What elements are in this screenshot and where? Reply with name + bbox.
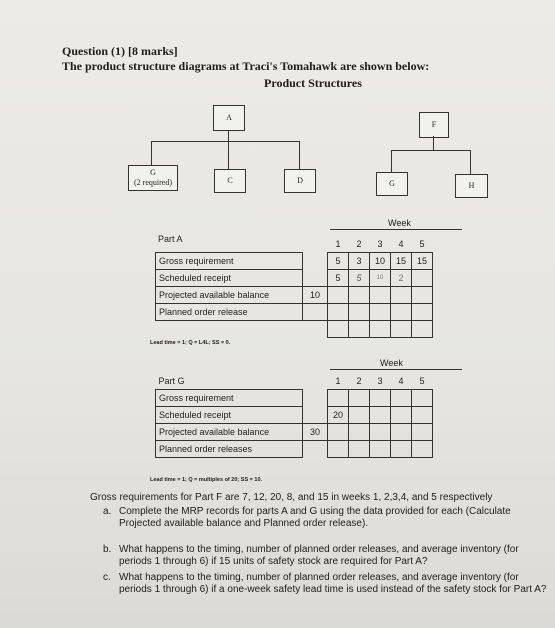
table-row	[156, 236, 433, 253]
row-label: Scheduled receipt	[156, 270, 303, 287]
week-header: 2	[356, 376, 362, 386]
cell: 15	[412, 253, 433, 270]
table-row	[156, 441, 433, 458]
week-header: 2	[356, 239, 362, 249]
week-header: 1	[335, 376, 341, 386]
question-c-marker: c.	[103, 572, 111, 583]
cell: 5	[349, 270, 370, 287]
connector	[151, 141, 152, 165]
question-heading: Question (1) [8 marks]	[62, 44, 178, 58]
row-label: Projected available balance	[156, 424, 303, 441]
row-label: Projected available balance	[156, 287, 303, 304]
table-row	[156, 424, 433, 441]
item-g2-box	[376, 172, 408, 196]
question-b-text: What happens to the timing, number of planned order releases, and average inventory (for periods 1 through 6) if 15 units of safety stock are required for Part A?	[119, 544, 519, 567]
table-row	[156, 304, 433, 321]
initial-value: 10	[303, 287, 328, 304]
row-label: Planned order releases	[156, 441, 303, 458]
row-label: Gross requirement	[156, 390, 303, 407]
item-f-label: F	[431, 120, 437, 130]
initial-value: 30	[303, 424, 328, 441]
connector	[391, 150, 471, 151]
question-a-text: Complete the MRP records for parts A and G using the data provided for each (Calculate Projected available balance and Planned order release).	[119, 506, 511, 529]
connector	[391, 150, 392, 172]
cell: 20	[328, 407, 349, 424]
table-row	[156, 270, 433, 287]
part-a-title: Part A	[158, 234, 183, 244]
part-a-mrp-table	[155, 236, 433, 338]
week-header: 4	[398, 239, 404, 249]
part-g-title: Part G	[156, 373, 303, 390]
connector	[228, 130, 229, 141]
cell: 5	[328, 270, 349, 287]
week-header: 5	[419, 376, 425, 386]
item-c-label: C	[227, 176, 233, 186]
gross-requirements-text: Gross requirements for Part F are 7, 12, 20, 8, and 15 in weeks 1, 2,3,4, and 5 respectively	[90, 492, 493, 503]
diagram-title: Product Structures	[264, 76, 362, 90]
item-d-label: D	[297, 176, 303, 186]
week-header: 5	[419, 239, 425, 249]
part-g-lead-time: Lead time = 1; Q = multiples of 20; SS = 10.	[150, 477, 263, 483]
item-g-box	[128, 165, 178, 191]
connector	[433, 136, 434, 150]
row-label: Gross requirement	[156, 253, 303, 270]
table-row	[156, 390, 433, 407]
part-g-week-label: Week	[380, 358, 403, 368]
cell	[412, 270, 433, 287]
table-row	[156, 407, 433, 424]
table-row	[156, 373, 433, 390]
week-rule	[330, 229, 462, 230]
cell: 10	[370, 253, 391, 270]
part-g-mrp-table	[155, 373, 433, 458]
connector	[228, 141, 229, 169]
table-row	[156, 321, 433, 338]
item-g-label: G	[150, 168, 156, 178]
cell: 10	[370, 270, 391, 287]
table-row	[156, 287, 433, 304]
item-h-label: H	[468, 181, 475, 191]
item-f-box	[419, 112, 449, 138]
table-row	[156, 253, 433, 270]
row-label: Planned order release	[156, 304, 303, 321]
item-a-label: A	[226, 113, 232, 123]
week-header: 3	[377, 239, 383, 249]
week-header: 3	[377, 376, 383, 386]
connector	[470, 150, 471, 174]
item-a-box	[213, 105, 245, 131]
question-c-text: What happens to the timing, number of planned order releases, and average inventory (for periods 1 through 6) if a one-week safety lead time is used instead of the safety stock for Part A?	[119, 572, 547, 595]
cell: 2	[391, 270, 412, 287]
question-b-marker: b.	[103, 544, 112, 555]
part-a-week-label: Week	[388, 218, 411, 228]
row-label: Scheduled receipt	[156, 407, 303, 424]
part-a-lead-time: Lead time = 1; Q = L4L; SS = 0.	[150, 340, 231, 346]
cell: 15	[391, 253, 412, 270]
cell: 5	[328, 253, 349, 270]
item-g-note: (2 required)	[134, 178, 172, 187]
cell: 3	[349, 253, 370, 270]
week-rule	[330, 369, 462, 370]
item-g2-label: G	[389, 179, 395, 189]
item-h-box	[455, 174, 488, 198]
question-intro: The product structure diagrams at Traci's Tomahawk are shown below:	[62, 59, 430, 73]
question-a-marker: a.	[103, 506, 112, 517]
item-d-box	[284, 169, 316, 193]
week-header: 4	[398, 376, 404, 386]
connector	[299, 141, 300, 169]
item-c-box	[214, 169, 246, 193]
connector	[151, 141, 299, 142]
week-header: 1	[335, 239, 341, 249]
